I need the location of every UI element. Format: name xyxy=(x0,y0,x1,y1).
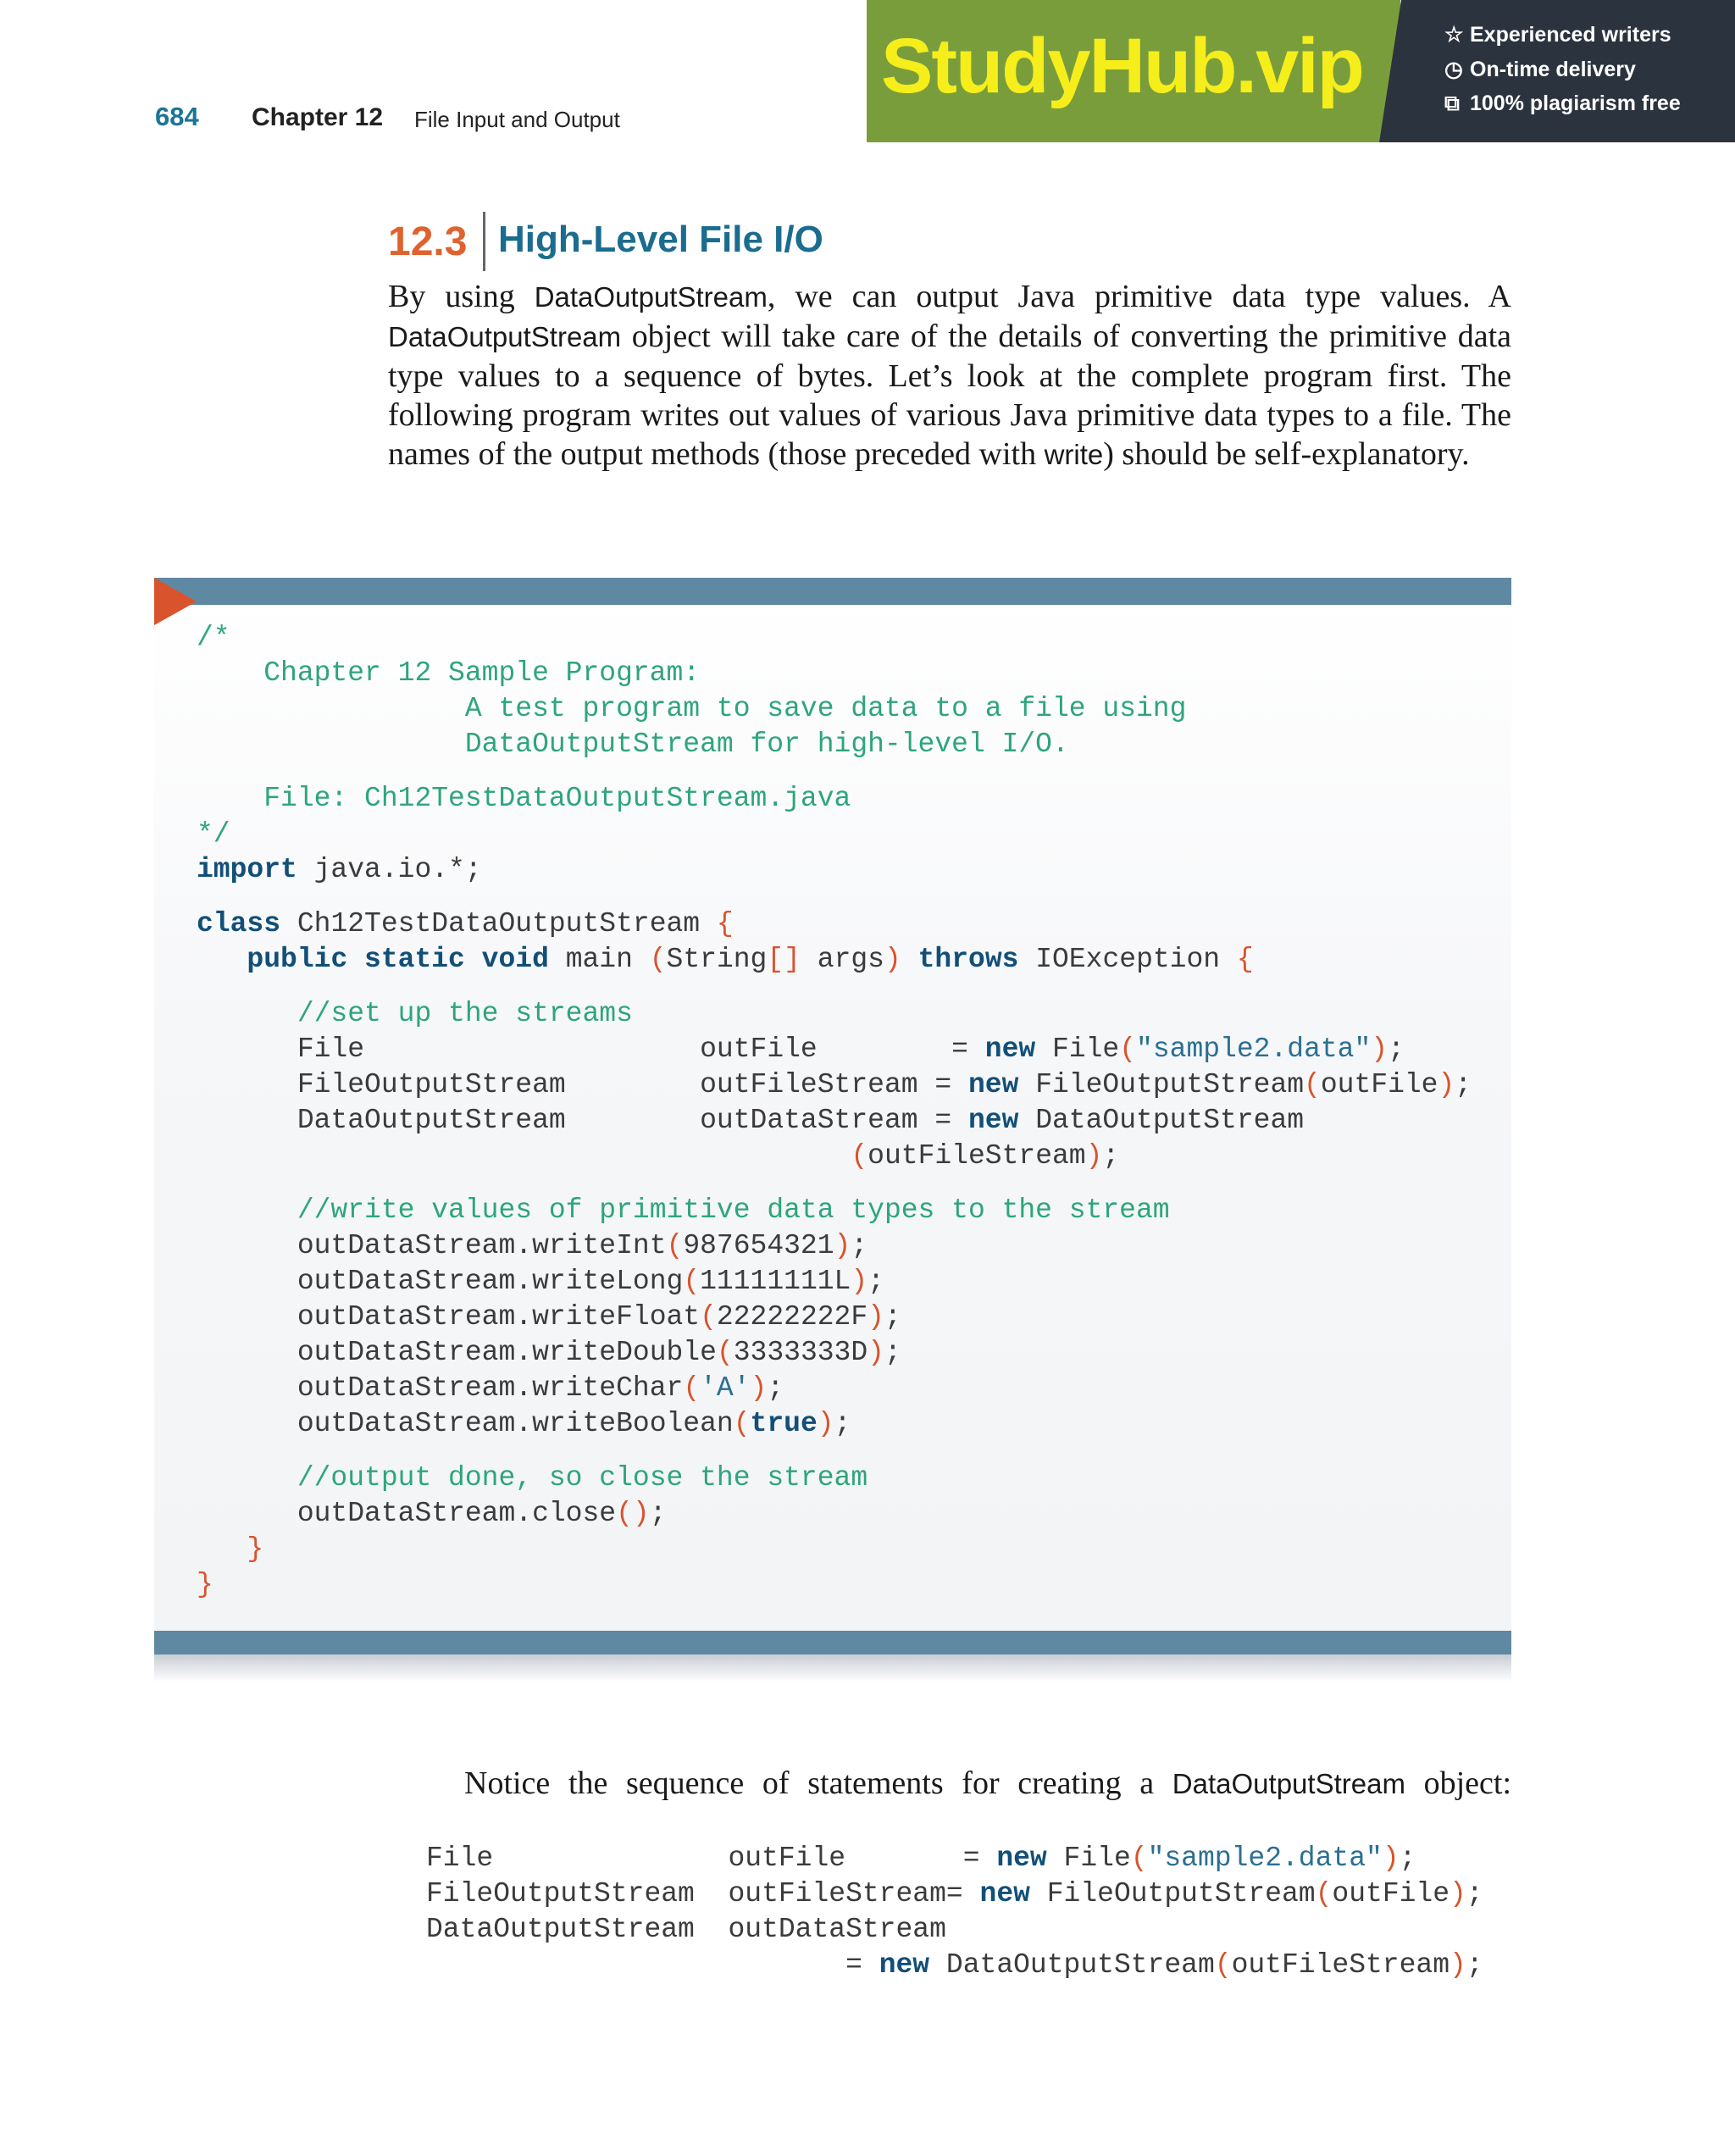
ad-logo[interactable]: StudyHub.vip xyxy=(881,23,1363,109)
code-term: write xyxy=(1044,439,1104,470)
ad-feature-text: 100% plagiarism free xyxy=(1470,91,1681,115)
ad-feature xyxy=(1444,57,1681,91)
notice-paragraph: Notice the sequence of statements for creating a DataOutputStream object: xyxy=(464,1765,1511,1801)
code-listing: /* Chapter 12 Sample Program: A test program to save data to a file using DataOutputStream for high-level I/O. File: Ch12TestDataOutputStream.java */ import java.io.*; class Ch12TestDataOutputStream { public static void main (String[] args) throws IOException { //set up the streams File outFile = new File("sample2.data"); FileOutputStream outFileStream = new FileOutputStream(outFile); DataOutputStream outDataStream = new DataOutputStream (outFileStream); //write values of primitive data types to the stream outDataStream.writeInt(987654321); outDataStream.writeLong(11111111L); outDataStream.writeFloat(22222222F); outDataStream.writeDouble(3333333D); outDataStream.writeChar('A'); outDataStream.writeBoolean(true); //output done, so close the stream outDataStream.close(); } } xyxy=(197,622,1472,1600)
ad-feature xyxy=(1444,91,1681,126)
ad-feature-text: Experienced writers xyxy=(1470,23,1671,47)
code-snippet: File outFile = new File("sample2.data"); FileOutputStream outFileStream= new FileOutputStream(outFile); DataOutputStream outDataStream = new DataOutputStream(outFileStream); xyxy=(426,1843,1483,1981)
play-arrow-icon xyxy=(154,578,197,625)
code-listing-bottom-bar xyxy=(154,1631,1511,1654)
ad-feature xyxy=(1444,22,1681,57)
chapter-label: Chapter 12 xyxy=(252,103,384,131)
code-term: DataOutputStream xyxy=(1172,1768,1405,1799)
code-listing-shadow xyxy=(154,1654,1511,1682)
section-divider xyxy=(483,212,485,271)
code-term: DataOutputStream xyxy=(534,281,768,313)
section-title: High-Level File I/O xyxy=(498,219,823,260)
code-listing-top-bar xyxy=(154,578,1511,605)
intro-paragraph: By using DataOutputStream, we can output Java primitive data type values. A DataOutputStream object will take care of the details of converting the primitive data type values to a sequence of bytes. Let’s look at the complete program first. The following program writes out values of various Java primitive data types to a file. The names of the output methods (those preceded with write) should be self-explanatory. xyxy=(388,279,1511,472)
star-outline-icon: ☆ xyxy=(1444,23,1464,47)
ad-feature-list xyxy=(1444,22,1681,126)
clock-icon: ◷ xyxy=(1444,58,1463,81)
chapter-title: File Input and Output xyxy=(414,107,620,132)
section-number: 12.3 xyxy=(388,219,468,264)
ad-feature-text: On-time delivery xyxy=(1470,58,1636,81)
page-number: 684 xyxy=(155,102,199,131)
code-term: DataOutputStream xyxy=(388,321,622,352)
copy-icon: ⧉ xyxy=(1444,91,1460,115)
